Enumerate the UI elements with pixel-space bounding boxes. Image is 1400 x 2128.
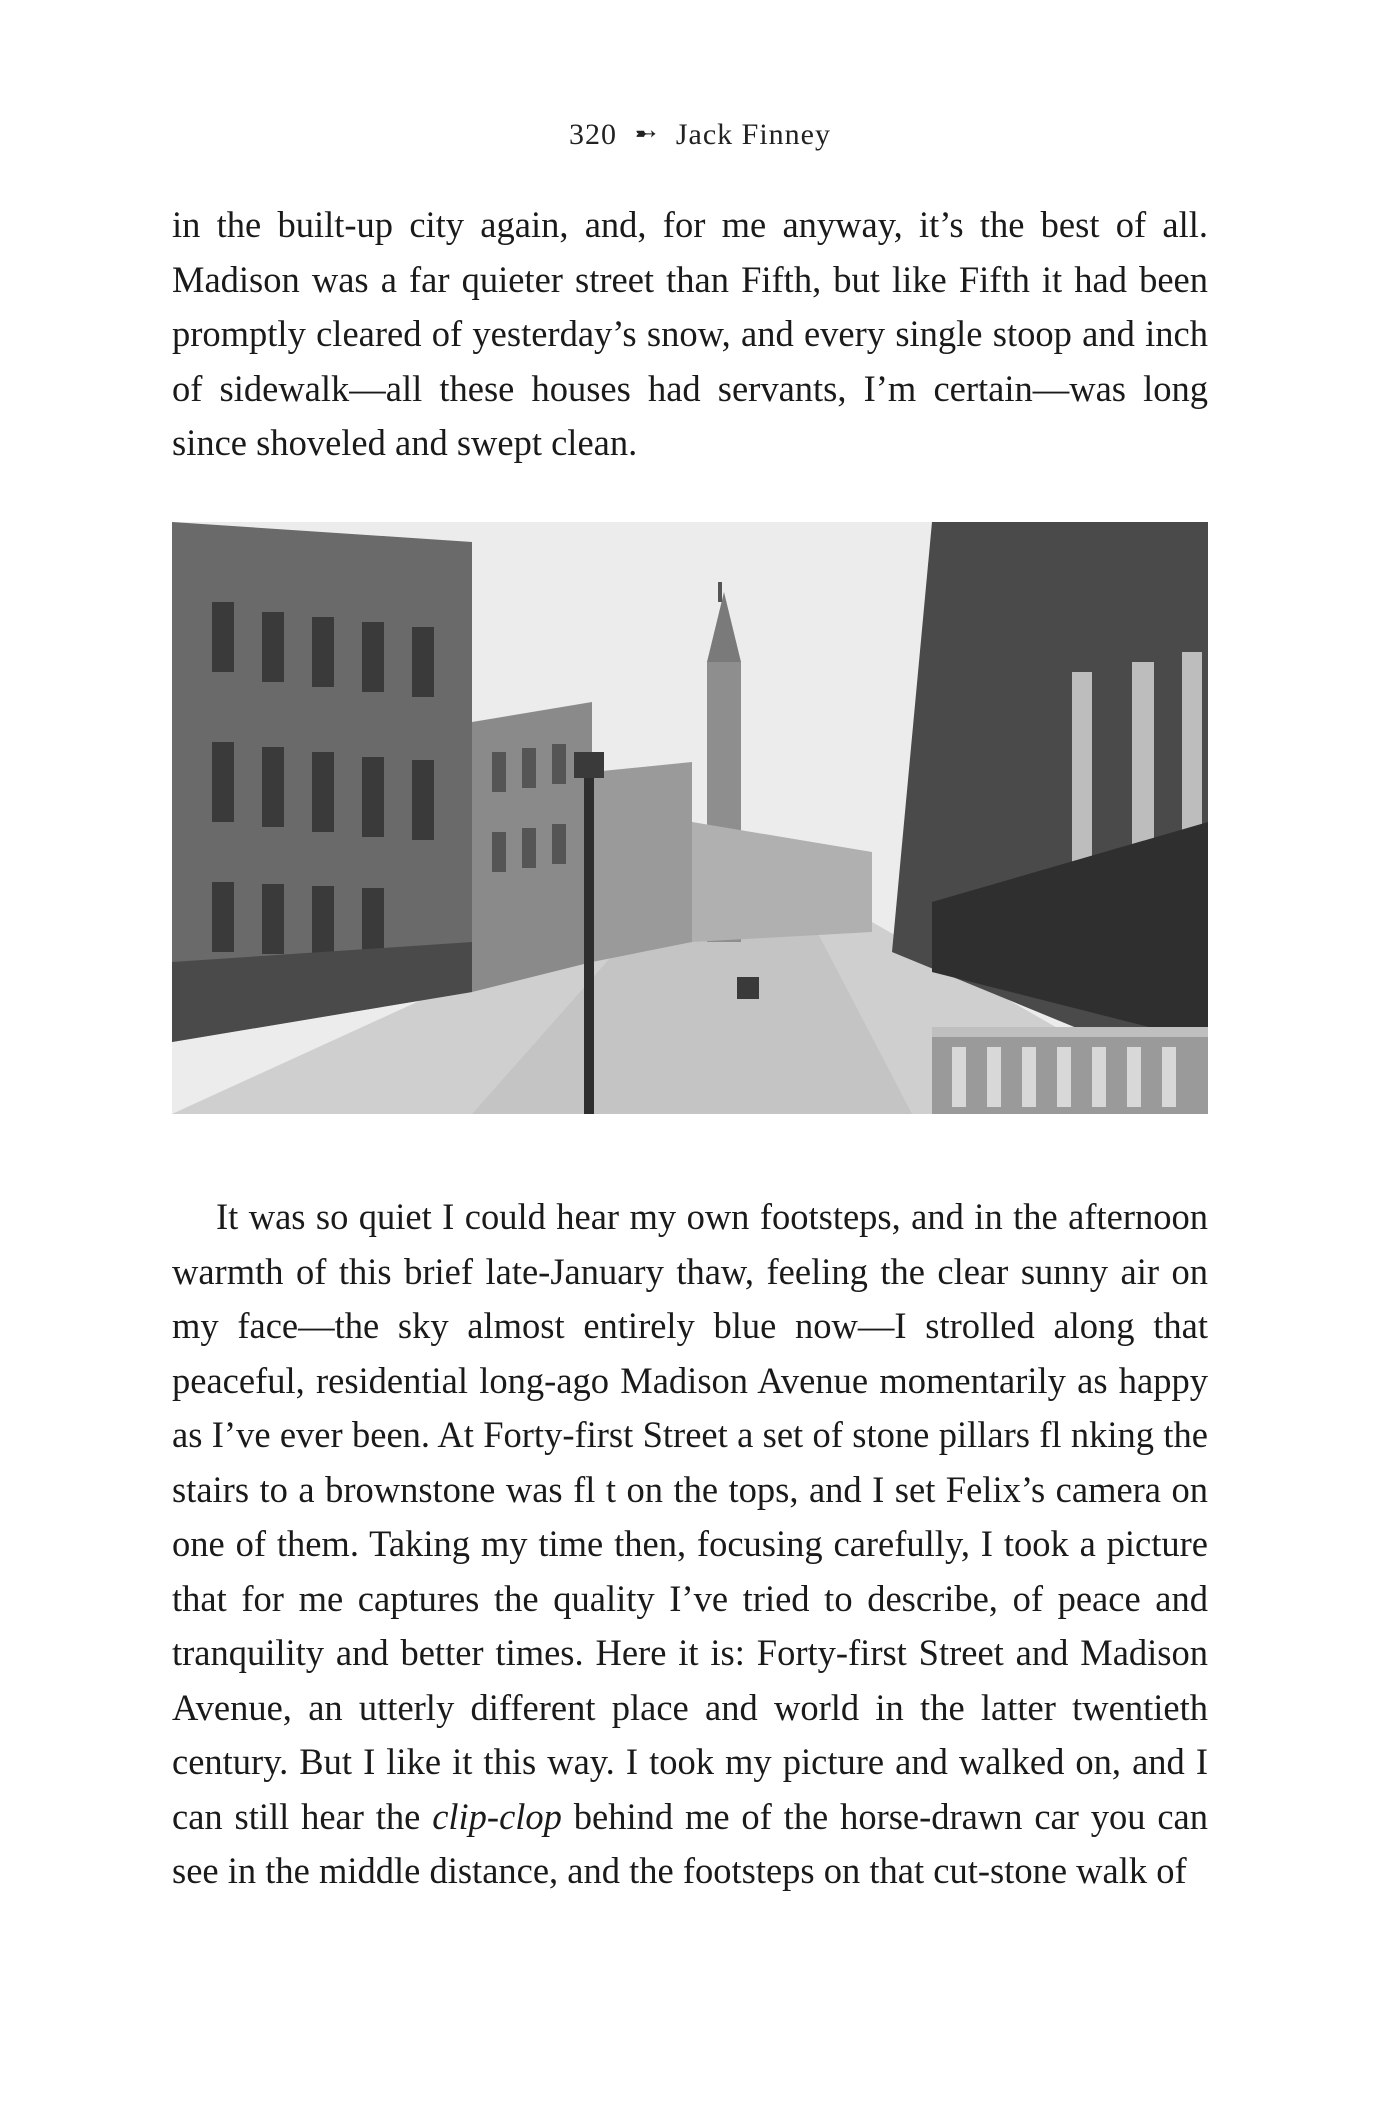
- arrow-ornament-icon: ➸: [635, 119, 658, 148]
- paragraph-1: in the built-up city again, and, for me anyway, it’s the best of all. Madison was a far quieter street than Fifth, but like Fifth it had been promptly cleared of yesterday’s snow, and every single stoop and inch of sidewalk—all these houses had servants, I’m certain—was long since shoveled and swept clean.: [172, 204, 1208, 463]
- page-number: 320: [569, 118, 618, 151]
- running-head: [0, 118, 1400, 152]
- street-photograph-illustration: [172, 522, 1208, 1114]
- street-photograph: [172, 522, 1208, 1114]
- paragraph-2-text-before: It was so quiet I could hear my own footsteps, and in the afternoon warmth of this brief late-January thaw, feeling the clear sunny air on my face—the sky almost entirely blue now—I strolled along that peaceful, residential long-ago Madison Avenue momentarily as happy as I’ve ever been. At Forty-first Street a set of stone pillars fl nking the stairs to a brownstone was fl t on the tops, and I set Felix’s camera on one of them. Taking my time then, focusing carefully, I took a picture that for me captures the quality I’ve tried to describe, of peace and tranquility and better times. Here it is: Forty-first Street and Madison Avenue, an utterly different place and world in the latter twentieth century. But I like it this way. I took my picture and walked on, and I can still hear the: [172, 1196, 1208, 1837]
- paragraph-2: [172, 1190, 1208, 1899]
- paragraph-2-text-after: behind me of the horse-drawn car you can see in the middle distance, and the footsteps on that cut-stone walk of: [172, 1795, 1208, 1891]
- author-name: Jack Finney: [675, 118, 831, 151]
- paragraph-2-italic: clip-clop: [432, 1795, 562, 1837]
